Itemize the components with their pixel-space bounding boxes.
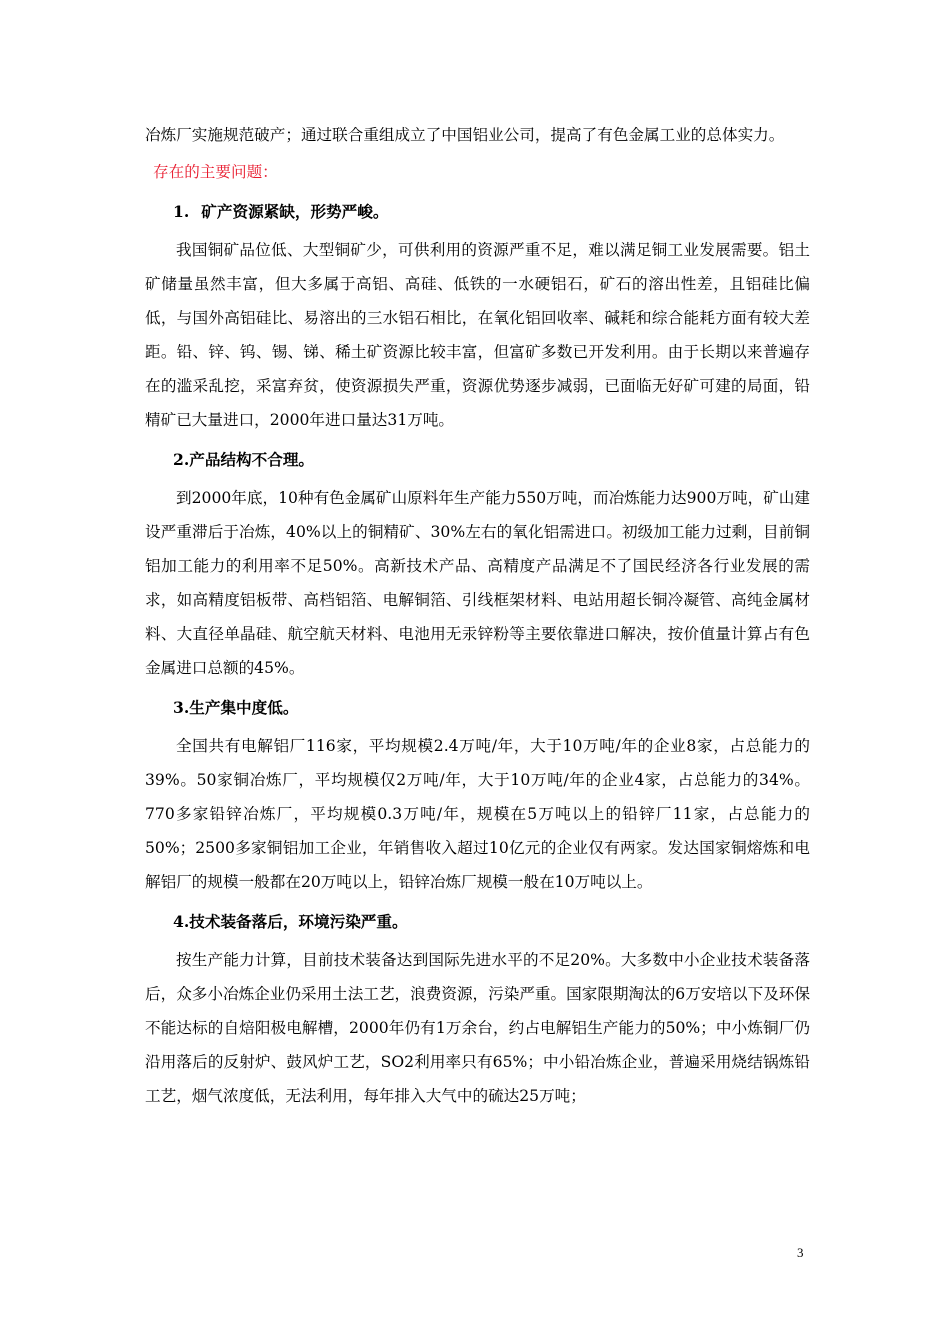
section-1-title: 矿产资源紧缺，形势严峻。: [201, 202, 389, 221]
section-2-body: 到2000年底，10种有色金属矿山原料年生产能力550万吨，而冶炼能力达900万吨，矿山建设严重滞后于冶炼，40%以上的铜精矿、30%左右的氧化铝需进口。初级加工能力过剩，目前铜铝加工能力的利用率不足50%。高新技术产品、高精度产品满足不了国民经济各行业发展的需求，如高精度铝板带、高档铝箔、电解铜箔、引线框架材料、电站用超长铜冷凝管、高纯金属材料、大直径单晶硅、航空航天材料、电池用无汞锌粉等主要依靠进口解决，按价值量计算占有色金属进口总额的45%。: [145, 489, 810, 677]
section-3-title: 3.生产集中度低。: [173, 698, 299, 717]
section-4-heading: [145, 905, 810, 939]
section-1-body: 我国铜矿品位低、大型铜矿少，可供利用的资源严重不足，难以满足铜工业发展需要。铝土矿储量虽然丰富，但大多属于高铝、高硅、低铁的一水硬铝石，矿石的溶出性差，且铝硅比偏低，与国外高铝硅比、易溶出的三水铝石相比，在氧化铝回收率、碱耗和综合能耗方面有较大差距。铅、锌、钨、锡、锑、稀土矿资源比较丰富，但富矿多数已开发利用。由于长期以来普遍存在的滥采乱挖，采富弃贫，使资源损失严重，资源优势逐步减弱，已面临无好矿可建的局面，铅精矿已大量进口，2000年进口量达31万吨。: [145, 241, 810, 429]
section-2-title: 2.产品结构不合理。: [173, 450, 315, 469]
document-page: [145, 118, 810, 1113]
section-4-title: 4.技术装备落后，环境污染严重。: [173, 912, 408, 931]
section-4-body: 按生产能力计算，目前技术装备达到国际先进水平的不足20%。大多数中小企业技术装备落后，众多小冶炼企业仍采用土法工艺，浪费资源，污染严重。国家限期淘汰的6万安培以下及环保不能达标的自焙阳极电解槽，2000年仍有1万余台，约占电解铝生产能力的50%；中小炼铜厂仍沿用落后的反射炉、鼓风炉工艺，SO2利用率只有65%；中小铅冶炼企业，普遍采用烧结锅炼铅工艺，烟气浓度低，无法利用，每年排入大气中的硫达25万吨；: [145, 951, 810, 1105]
problems-heading: 存在的主要问题：: [153, 163, 278, 181]
section-3-body: 全国共有电解铝厂116家，平均规模2.4万吨/年，大于10万吨/年的企业8家，占总能力的39%。50家铜冶炼厂，平均规模仅2万吨/年，大于10万吨/年的企业4家，占总能力的34%。770多家铅锌冶炼厂，平均规模0.3万吨/年，规模在5万吨以上的铅锌厂11家，占总能力的50%；2500多家铜铝加工企业，年销售收入超过10亿元的企业仅有两家。发达国家铜熔炼和电解铝厂的规模一般都在20万吨以上，铅锌冶炼厂规模一般在10万吨以上。: [145, 737, 810, 891]
section-1-number: 1.: [173, 202, 190, 221]
section-1-heading: [145, 195, 810, 229]
section-2-heading: [145, 443, 810, 477]
intro-paragraph: 冶炼厂实施规范破产；通过联合重组成立了中国铝业公司，提高了有色金属工业的总体实力。: [145, 126, 785, 144]
section-3-heading: [145, 691, 810, 725]
page-number: 3: [797, 1245, 804, 1260]
